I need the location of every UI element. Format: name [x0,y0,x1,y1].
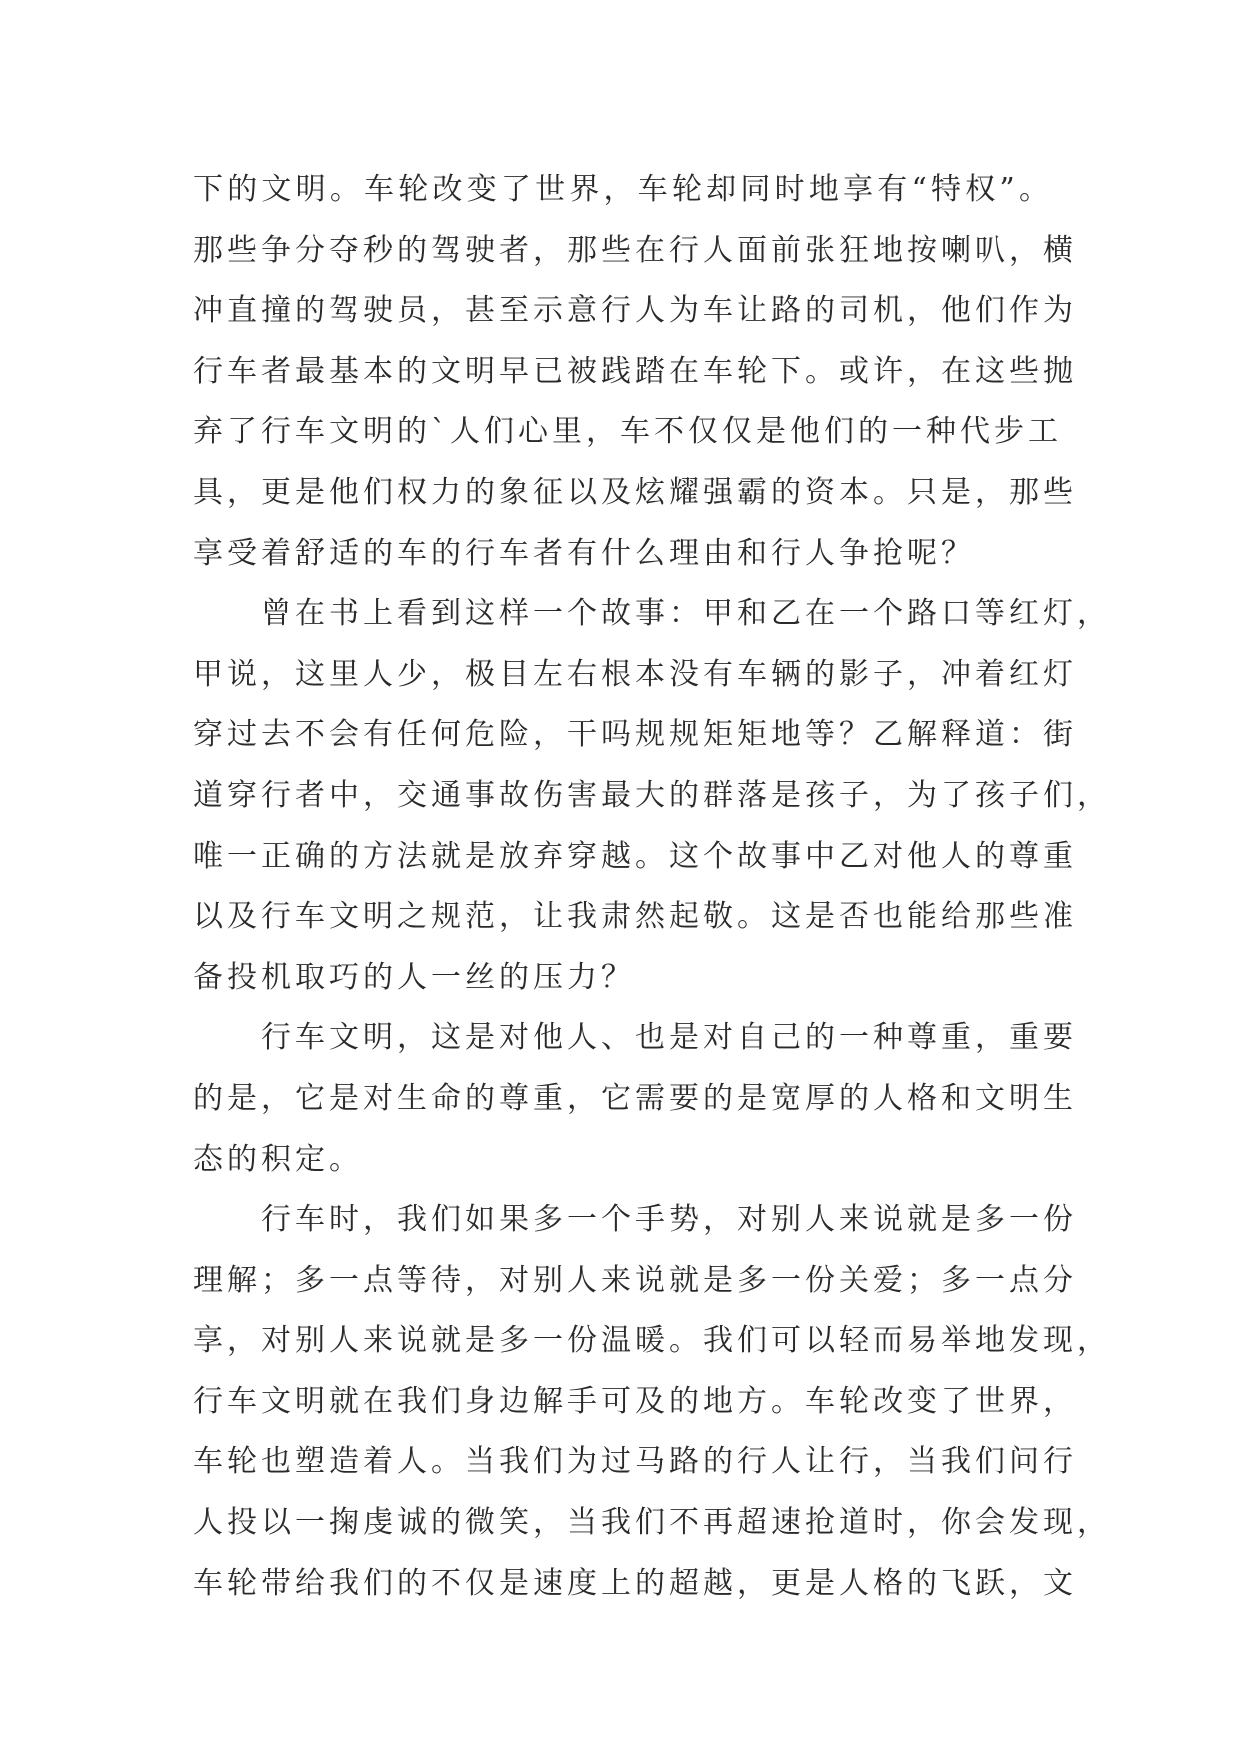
text-line: 车轮带给我们的不仅是速度上的超越，更是人格的飞跃，文 [193,1565,1077,1601]
text-line: 弃了行车文明的`人们心里，车不仅仅是他们的一种代步工 [193,414,1062,450]
text-line: 享，对别人来说就是多一份温暖。我们可以轻而易举地发现， [193,1323,1111,1359]
text-line: 人投以一掬虔诚的微笑，当我们不再超速抢道时，你会发现， [193,1505,1111,1541]
text-line: 具，更是他们权力的象征以及炫耀强霸的资本。只是，那些 [193,474,1077,510]
text-line: 态的积定。 [193,1141,363,1177]
text-line: 理解；多一点等待，对别人来说就是多一份关爱；多一点分 [193,1262,1077,1298]
text-line: 道穿行者中，交通事故伤害最大的群落是孩子，为了孩子们， [193,777,1111,813]
text-line: 那些争分夺秒的驾驶者，那些在行人面前张狂地按喇叭，横 [193,232,1077,268]
text-line: 穿过去不会有任何危险，干吗规规矩矩地等？乙解释道：街 [193,717,1077,753]
text-line: 车轮也塑造着人。当我们为过马路的行人让行，当我们问行 [193,1444,1077,1480]
text-line: 行车者最基本的文明早已被践踏在车轮下。或许，在这些抛 [193,353,1077,389]
text-line: 冲直撞的驾驶员，甚至示意行人为车让路的司机，他们作为 [193,293,1077,329]
text-line: 唯一正确的方法就是放弃穿越。这个故事中乙对他人的尊重 [193,838,1077,874]
body-text [193,160,1111,1614]
text-line: 曾在书上看到这样一个故事：甲和乙在一个路口等红灯， [261,596,1111,632]
text-line: 行车文明，这是对他人、也是对自己的一种尊重，重要 [261,1020,1077,1056]
text-line: 的是，它是对生命的尊重，它需要的是宽厚的人格和文明生 [193,1080,1077,1116]
text-line: 下的文明。车轮改变了世界，车轮却同时地享有“特权”。 [193,172,1053,207]
text-line: 备投机取巧的人一丝的压力？ [193,959,635,995]
text-line: 享受着舒适的车的行车者有什么理由和行人争抢呢？ [193,535,975,571]
text-line: 行车时，我们如果多一个手势，对别人来说就是多一份 [261,1202,1077,1238]
text-line: 甲说，这里人少，极目左右根本没有车辆的影子，冲着红灯 [193,656,1077,692]
text-line: 以及行车文明之规范，让我肃然起敬。这是否也能给那些准 [193,899,1077,935]
text-line: 行车文明就在我们身边解手可及的地方。车轮改变了世界， [193,1383,1077,1419]
